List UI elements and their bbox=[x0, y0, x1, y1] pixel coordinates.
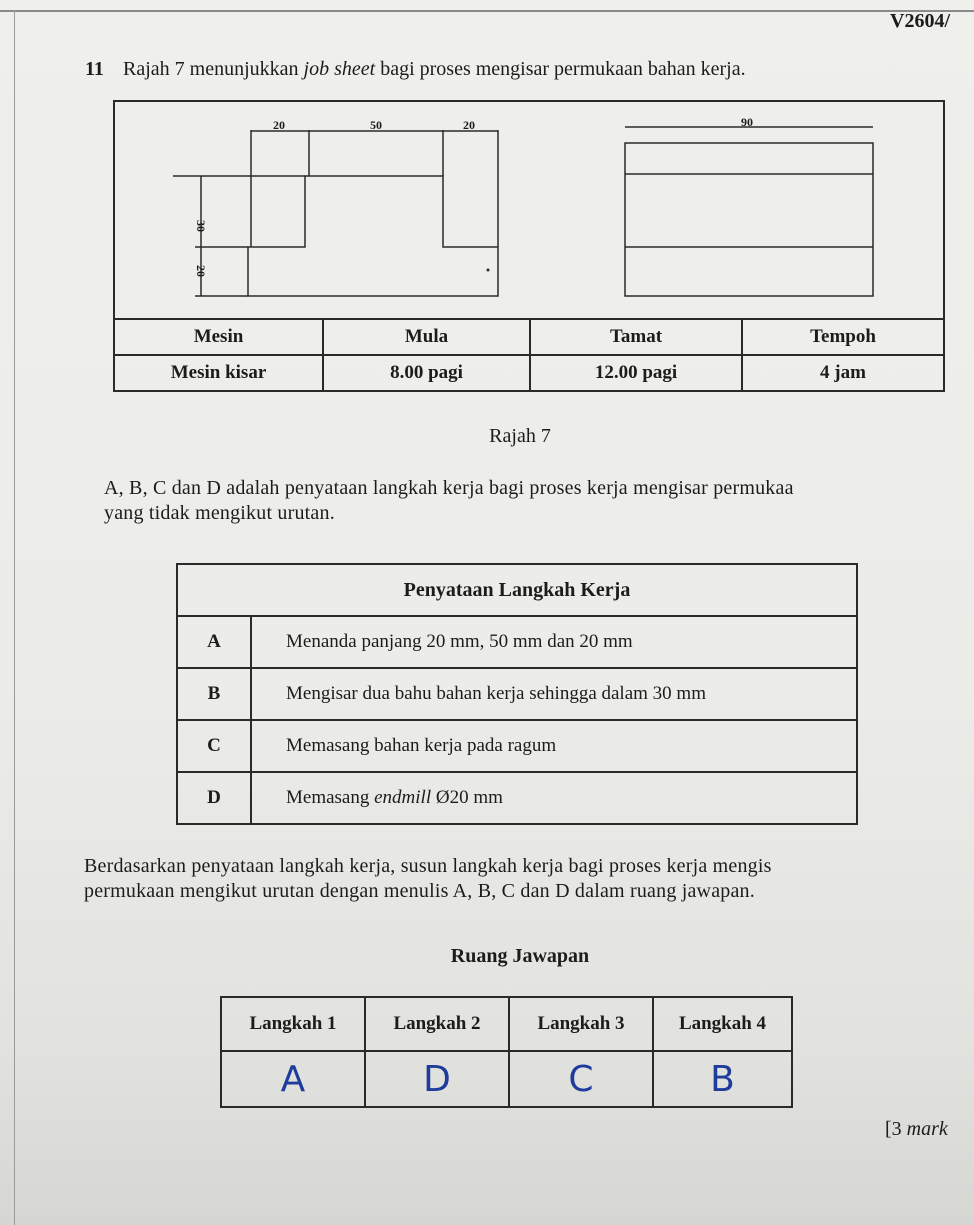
step-text: Mengisar dua bahu bahan kerja sehingga dalam 30 mm bbox=[251, 668, 857, 720]
cell-mesin: Mesin kisar bbox=[114, 355, 323, 391]
answer-row bbox=[221, 1051, 792, 1107]
header-langkah-2: Langkah 2 bbox=[365, 997, 509, 1051]
dim-side-upper: 30 bbox=[194, 220, 208, 232]
answer-cell-3[interactable] bbox=[509, 1051, 653, 1107]
step-letter: C bbox=[177, 720, 251, 772]
header-tamat: Tamat bbox=[530, 319, 742, 355]
handwritten-answer: D bbox=[423, 1058, 451, 1100]
step-row bbox=[177, 720, 857, 772]
handwritten-answer: C bbox=[568, 1058, 594, 1100]
instruction-line-2: permukaan mengikut urutan dengan menulis A, B, C dan D dalam ruang jawapan. bbox=[84, 880, 755, 902]
step-letter: D bbox=[177, 772, 251, 824]
handwritten-answer: B bbox=[710, 1058, 735, 1100]
step-row bbox=[177, 772, 857, 824]
answer-cell-1[interactable] bbox=[221, 1051, 365, 1107]
machine-table-header bbox=[114, 319, 944, 355]
question-text: Rajah 7 menunjukkan job sheet bagi proses mengisar permukaan bahan kerja. bbox=[123, 58, 746, 80]
marks-label: [3 mark bbox=[885, 1118, 948, 1140]
cell-tempoh: 4 jam bbox=[742, 355, 944, 391]
dim-right-width: 90 bbox=[741, 115, 753, 129]
job-sheet-drawing bbox=[113, 100, 945, 320]
step-row bbox=[177, 616, 857, 668]
header-langkah-1: Langkah 1 bbox=[221, 997, 365, 1051]
question-number: 11 bbox=[85, 58, 104, 80]
intro-line-2: yang tidak mengikut urutan. bbox=[104, 502, 335, 524]
step-text: Menanda panjang 20 mm, 50 mm dan 20 mm bbox=[251, 616, 857, 668]
paper-code: V2604/ bbox=[890, 10, 950, 32]
steps-table-title: Penyataan Langkah Kerja bbox=[177, 564, 857, 616]
dim-top-mid: 50 bbox=[370, 118, 382, 132]
header-tempoh: Tempoh bbox=[742, 319, 944, 355]
answer-cell-4[interactable] bbox=[653, 1051, 792, 1107]
cell-mula: 8.00 pagi bbox=[323, 355, 530, 391]
step-text: Memasang endmill Ø20 mm bbox=[251, 772, 857, 824]
dim-side-lower: 20 bbox=[194, 265, 208, 277]
margin-rule bbox=[14, 10, 15, 1225]
step-letter: B bbox=[177, 668, 251, 720]
dim-top-left: 20 bbox=[273, 118, 285, 132]
answer-space-title: Ruang Jawapan bbox=[450, 945, 590, 967]
step-text: Memasang bahan kerja pada ragum bbox=[251, 720, 857, 772]
header-mesin: Mesin bbox=[114, 319, 323, 355]
steps-table bbox=[176, 563, 858, 825]
header-mula: Mula bbox=[323, 319, 530, 355]
figure-caption: Rajah 7 bbox=[489, 425, 551, 447]
top-rule bbox=[0, 10, 974, 12]
handwritten-answer: A bbox=[280, 1058, 306, 1100]
machine-table bbox=[113, 318, 945, 392]
answer-header-row bbox=[221, 997, 792, 1051]
dim-top-right: 20 bbox=[463, 118, 475, 132]
header-langkah-4: Langkah 4 bbox=[653, 997, 792, 1051]
cell-tamat: 12.00 pagi bbox=[530, 355, 742, 391]
answer-cell-2[interactable] bbox=[365, 1051, 509, 1107]
step-letter: A bbox=[177, 616, 251, 668]
intro-line-1: A, B, C dan D adalah penyataan langkah kerja bagi proses kerja mengisar permukaa bbox=[104, 477, 794, 499]
machine-table-row bbox=[114, 355, 944, 391]
answer-table bbox=[220, 996, 793, 1108]
step-row bbox=[177, 668, 857, 720]
instruction-line-1: Berdasarkan penyataan langkah kerja, susun langkah kerja bagi proses kerja mengis bbox=[84, 855, 772, 877]
front-view-profile bbox=[248, 176, 498, 296]
side-view-profile bbox=[625, 143, 873, 296]
header-langkah-3: Langkah 3 bbox=[509, 997, 653, 1051]
